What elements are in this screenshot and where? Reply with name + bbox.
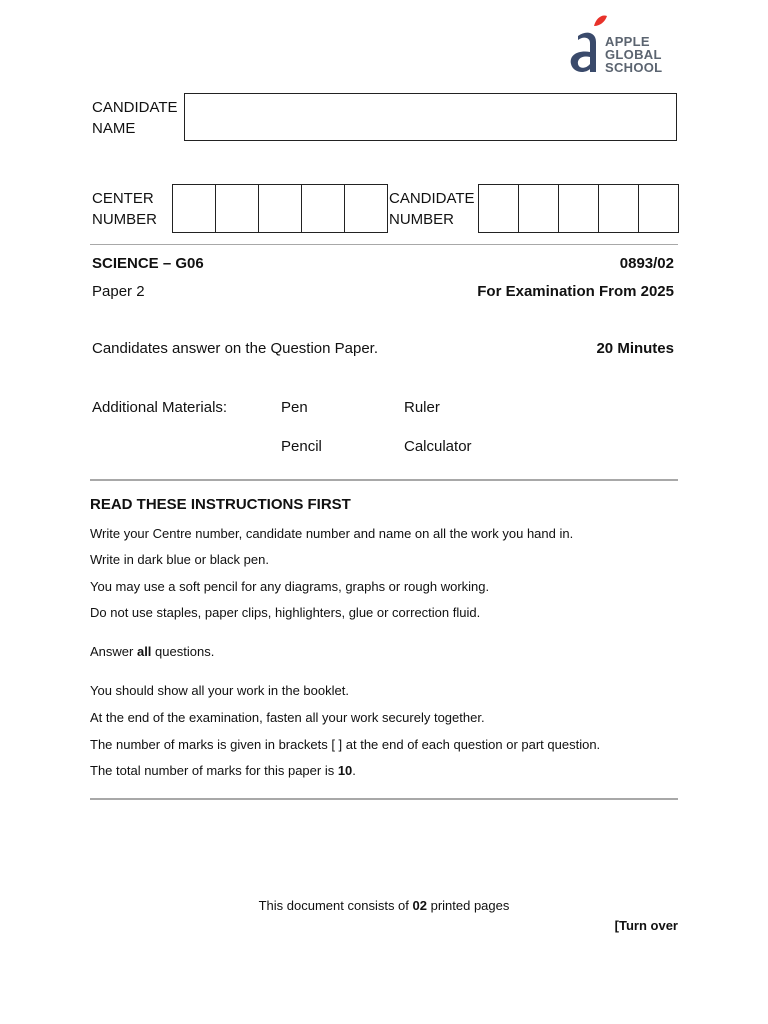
candidate-name-label-line2: NAME [92, 120, 136, 137]
divider [90, 798, 678, 800]
center-number-cell[interactable] [259, 185, 302, 232]
divider [90, 479, 678, 481]
answer-on-paper-note: Candidates answer on the Question Paper. [92, 340, 379, 357]
instruction-line: Write your Centre number, candidate number and name on all the work you hand in. [90, 526, 574, 541]
logo-line-2: GLOBAL [605, 47, 662, 62]
paper-code: 0893/02 [619, 255, 674, 272]
total-marks-post: . [352, 763, 356, 778]
page-count-note [0, 897, 768, 915]
logo-line-3: SCHOOL [605, 60, 663, 75]
center-number-label-line2: NUMBER [92, 211, 158, 228]
instruction-line: The number of marks is given in brackets [ ] at the end of each question or part question. [90, 737, 601, 752]
instruction-line: At the end of the examination, fasten all your work securely together. [90, 710, 485, 725]
instruction-line: Write in dark blue or black pen. [90, 552, 269, 567]
center-number-label [92, 188, 157, 230]
answer-all-post: questions. [151, 644, 215, 659]
examination-year: For Examination From 2025 [477, 283, 674, 300]
material-calculator: Calculator [404, 438, 472, 455]
candidate-number-cell[interactable] [479, 185, 519, 232]
total-marks-instruction [90, 762, 356, 780]
material-pen: Pen [281, 399, 308, 416]
candidate-number-cell[interactable] [599, 185, 639, 232]
center-number-cell[interactable] [216, 185, 259, 232]
center-number-cell[interactable] [302, 185, 345, 232]
center-number-field[interactable] [172, 184, 388, 233]
center-number-cell[interactable] [173, 185, 216, 232]
candidate-number-label [389, 188, 475, 230]
center-number-label-line1: CENTER [92, 190, 154, 207]
total-marks-value: 10 [337, 763, 353, 778]
paper-number: Paper 2 [92, 283, 145, 300]
instruction-line: You should show all your work in the booklet. [90, 683, 349, 698]
candidate-name-field[interactable] [184, 93, 677, 141]
candidate-number-cell[interactable] [559, 185, 599, 232]
page-count-value: 02 [412, 898, 427, 913]
instruction-line: Do not use staples, paper clips, highlighters, glue or correction fluid. [90, 605, 481, 620]
materials-label: Additional Materials: [92, 399, 228, 416]
candidate-number-cell[interactable] [519, 185, 559, 232]
candidate-number-field[interactable] [478, 184, 679, 233]
instruction-line: You may use a soft pencil for any diagrams, graphs or rough working. [90, 579, 490, 594]
answer-all-emphasis: all [136, 644, 152, 659]
instructions-heading: READ THESE INSTRUCTIONS FIRST [90, 496, 351, 513]
page-count-post: printed pages [426, 898, 510, 913]
exam-duration: 20 Minutes [596, 340, 674, 357]
material-ruler: Ruler [404, 399, 440, 416]
logo-wordmark [605, 35, 662, 74]
center-number-cell[interactable] [345, 185, 387, 232]
candidate-name-label [92, 97, 178, 139]
total-marks-pre: The total number of marks for this paper is [90, 763, 338, 778]
page-count-pre: This document consists of [258, 898, 413, 913]
candidate-name-label-line1: CANDIDATE [92, 99, 178, 116]
answer-all-pre: Answer [90, 644, 137, 659]
candidate-number-label-line1: CANDIDATE [389, 190, 475, 207]
candidate-number-cell[interactable] [639, 185, 678, 232]
candidate-number-label-line2: NUMBER [389, 211, 455, 228]
material-pencil: Pencil [281, 438, 322, 455]
turn-over-note: [Turn over [614, 918, 678, 933]
subject-title: SCIENCE – G06 [92, 255, 204, 272]
logo-line-1: APPLE [605, 34, 650, 49]
answer-all-instruction [90, 643, 214, 661]
divider [90, 244, 678, 245]
